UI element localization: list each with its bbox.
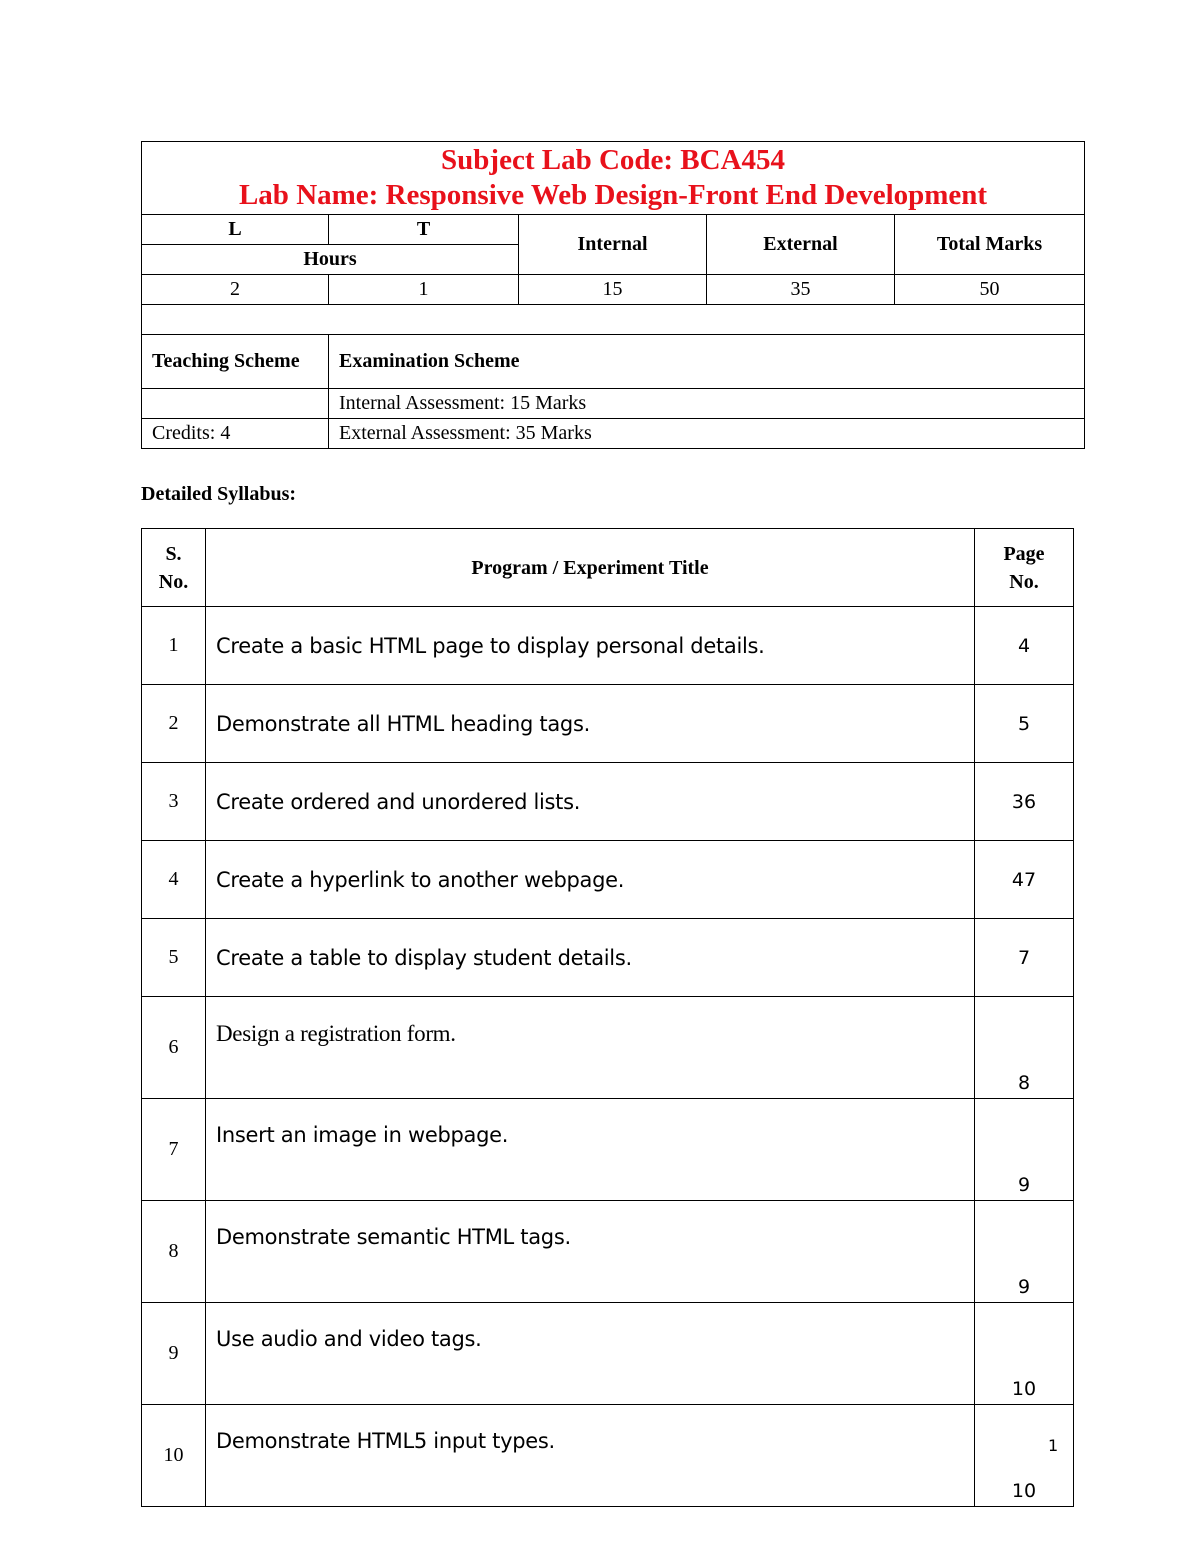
course-info-table (141, 141, 1085, 449)
row-sno: 1 (142, 607, 206, 685)
total-marks-header: Total Marks (895, 215, 1085, 275)
examination-scheme-label: Examination Scheme (329, 335, 1085, 389)
table-row (142, 1099, 1074, 1201)
col-l-header: L (142, 215, 329, 245)
detailed-syllabus-heading: Detailed Syllabus: (141, 483, 297, 505)
value-internal: 15 (519, 275, 707, 305)
teaching-scheme-label: Teaching Scheme (142, 335, 329, 389)
row-title: Demonstrate semantic HTML tags. (206, 1201, 975, 1303)
row-sno: 5 (142, 919, 206, 997)
row-page: 8 (975, 997, 1074, 1099)
row-page: 36 (975, 763, 1074, 841)
table-row (142, 997, 1074, 1099)
external-assessment: External Assessment: 35 Marks (329, 419, 1085, 449)
row-page: 7 (975, 919, 1074, 997)
syllabus-table (141, 528, 1074, 1507)
row-sno: 10 (142, 1405, 206, 1507)
row-page: 47 (975, 841, 1074, 919)
row-title: Create a hyperlink to another webpage. (206, 841, 975, 919)
row-page: 9 (975, 1201, 1074, 1303)
value-total: 50 (895, 275, 1085, 305)
row-sno: 9 (142, 1303, 206, 1405)
row-sno: 2 (142, 685, 206, 763)
hours-header: Hours (142, 245, 519, 275)
table-row (142, 1303, 1074, 1405)
page-header: Page No. (975, 529, 1074, 607)
row-page: 9 (975, 1099, 1074, 1201)
table-row (142, 919, 1074, 997)
internal-header: Internal (519, 215, 707, 275)
row-sno: 7 (142, 1099, 206, 1201)
table-row (142, 685, 1074, 763)
table-row (142, 607, 1074, 685)
row-title: Design a registration form. (206, 997, 975, 1099)
row-page: 10 (975, 1405, 1074, 1507)
table-row (142, 763, 1074, 841)
row-title: Insert an image in webpage. (206, 1099, 975, 1201)
row-title: Create a table to display student details. (206, 919, 975, 997)
row-title: Create ordered and unordered lists. (206, 763, 975, 841)
value-external: 35 (707, 275, 895, 305)
sno-header: S. No. (142, 529, 206, 607)
credits: Credits: 4 (142, 419, 329, 449)
value-l: 2 (142, 275, 329, 305)
row-page: 4 (975, 607, 1074, 685)
blank-row (142, 305, 1085, 335)
col-t-header: T (329, 215, 519, 245)
row-title: Create a basic HTML page to display personal details. (206, 607, 975, 685)
title-header: Program / Experiment Title (206, 529, 975, 607)
table-row (142, 841, 1074, 919)
row-page: 5 (975, 685, 1074, 763)
row-title: Use audio and video tags. (206, 1303, 975, 1405)
row-sno: 8 (142, 1201, 206, 1303)
lab-name: Lab Name: Responsive Web Design-Front End Development (238, 179, 988, 211)
table-row (142, 1201, 1074, 1303)
subject-lab-code: Subject Lab Code: BCA454 (441, 144, 786, 176)
page-number: 1 (1048, 1436, 1059, 1455)
syllabus-header-row (142, 529, 1074, 607)
row-page: 10 (975, 1303, 1074, 1405)
row-sno: 4 (142, 841, 206, 919)
course-title-cell (142, 142, 1085, 215)
external-header: External (707, 215, 895, 275)
internal-assessment: Internal Assessment: 15 Marks (329, 389, 1085, 419)
empty-cell (142, 389, 329, 419)
table-row (142, 1405, 1074, 1507)
row-title: Demonstrate HTML5 input types. (206, 1405, 975, 1507)
row-title: Demonstrate all HTML heading tags. (206, 685, 975, 763)
value-t: 1 (329, 275, 519, 305)
row-sno: 3 (142, 763, 206, 841)
row-sno: 6 (142, 997, 206, 1099)
